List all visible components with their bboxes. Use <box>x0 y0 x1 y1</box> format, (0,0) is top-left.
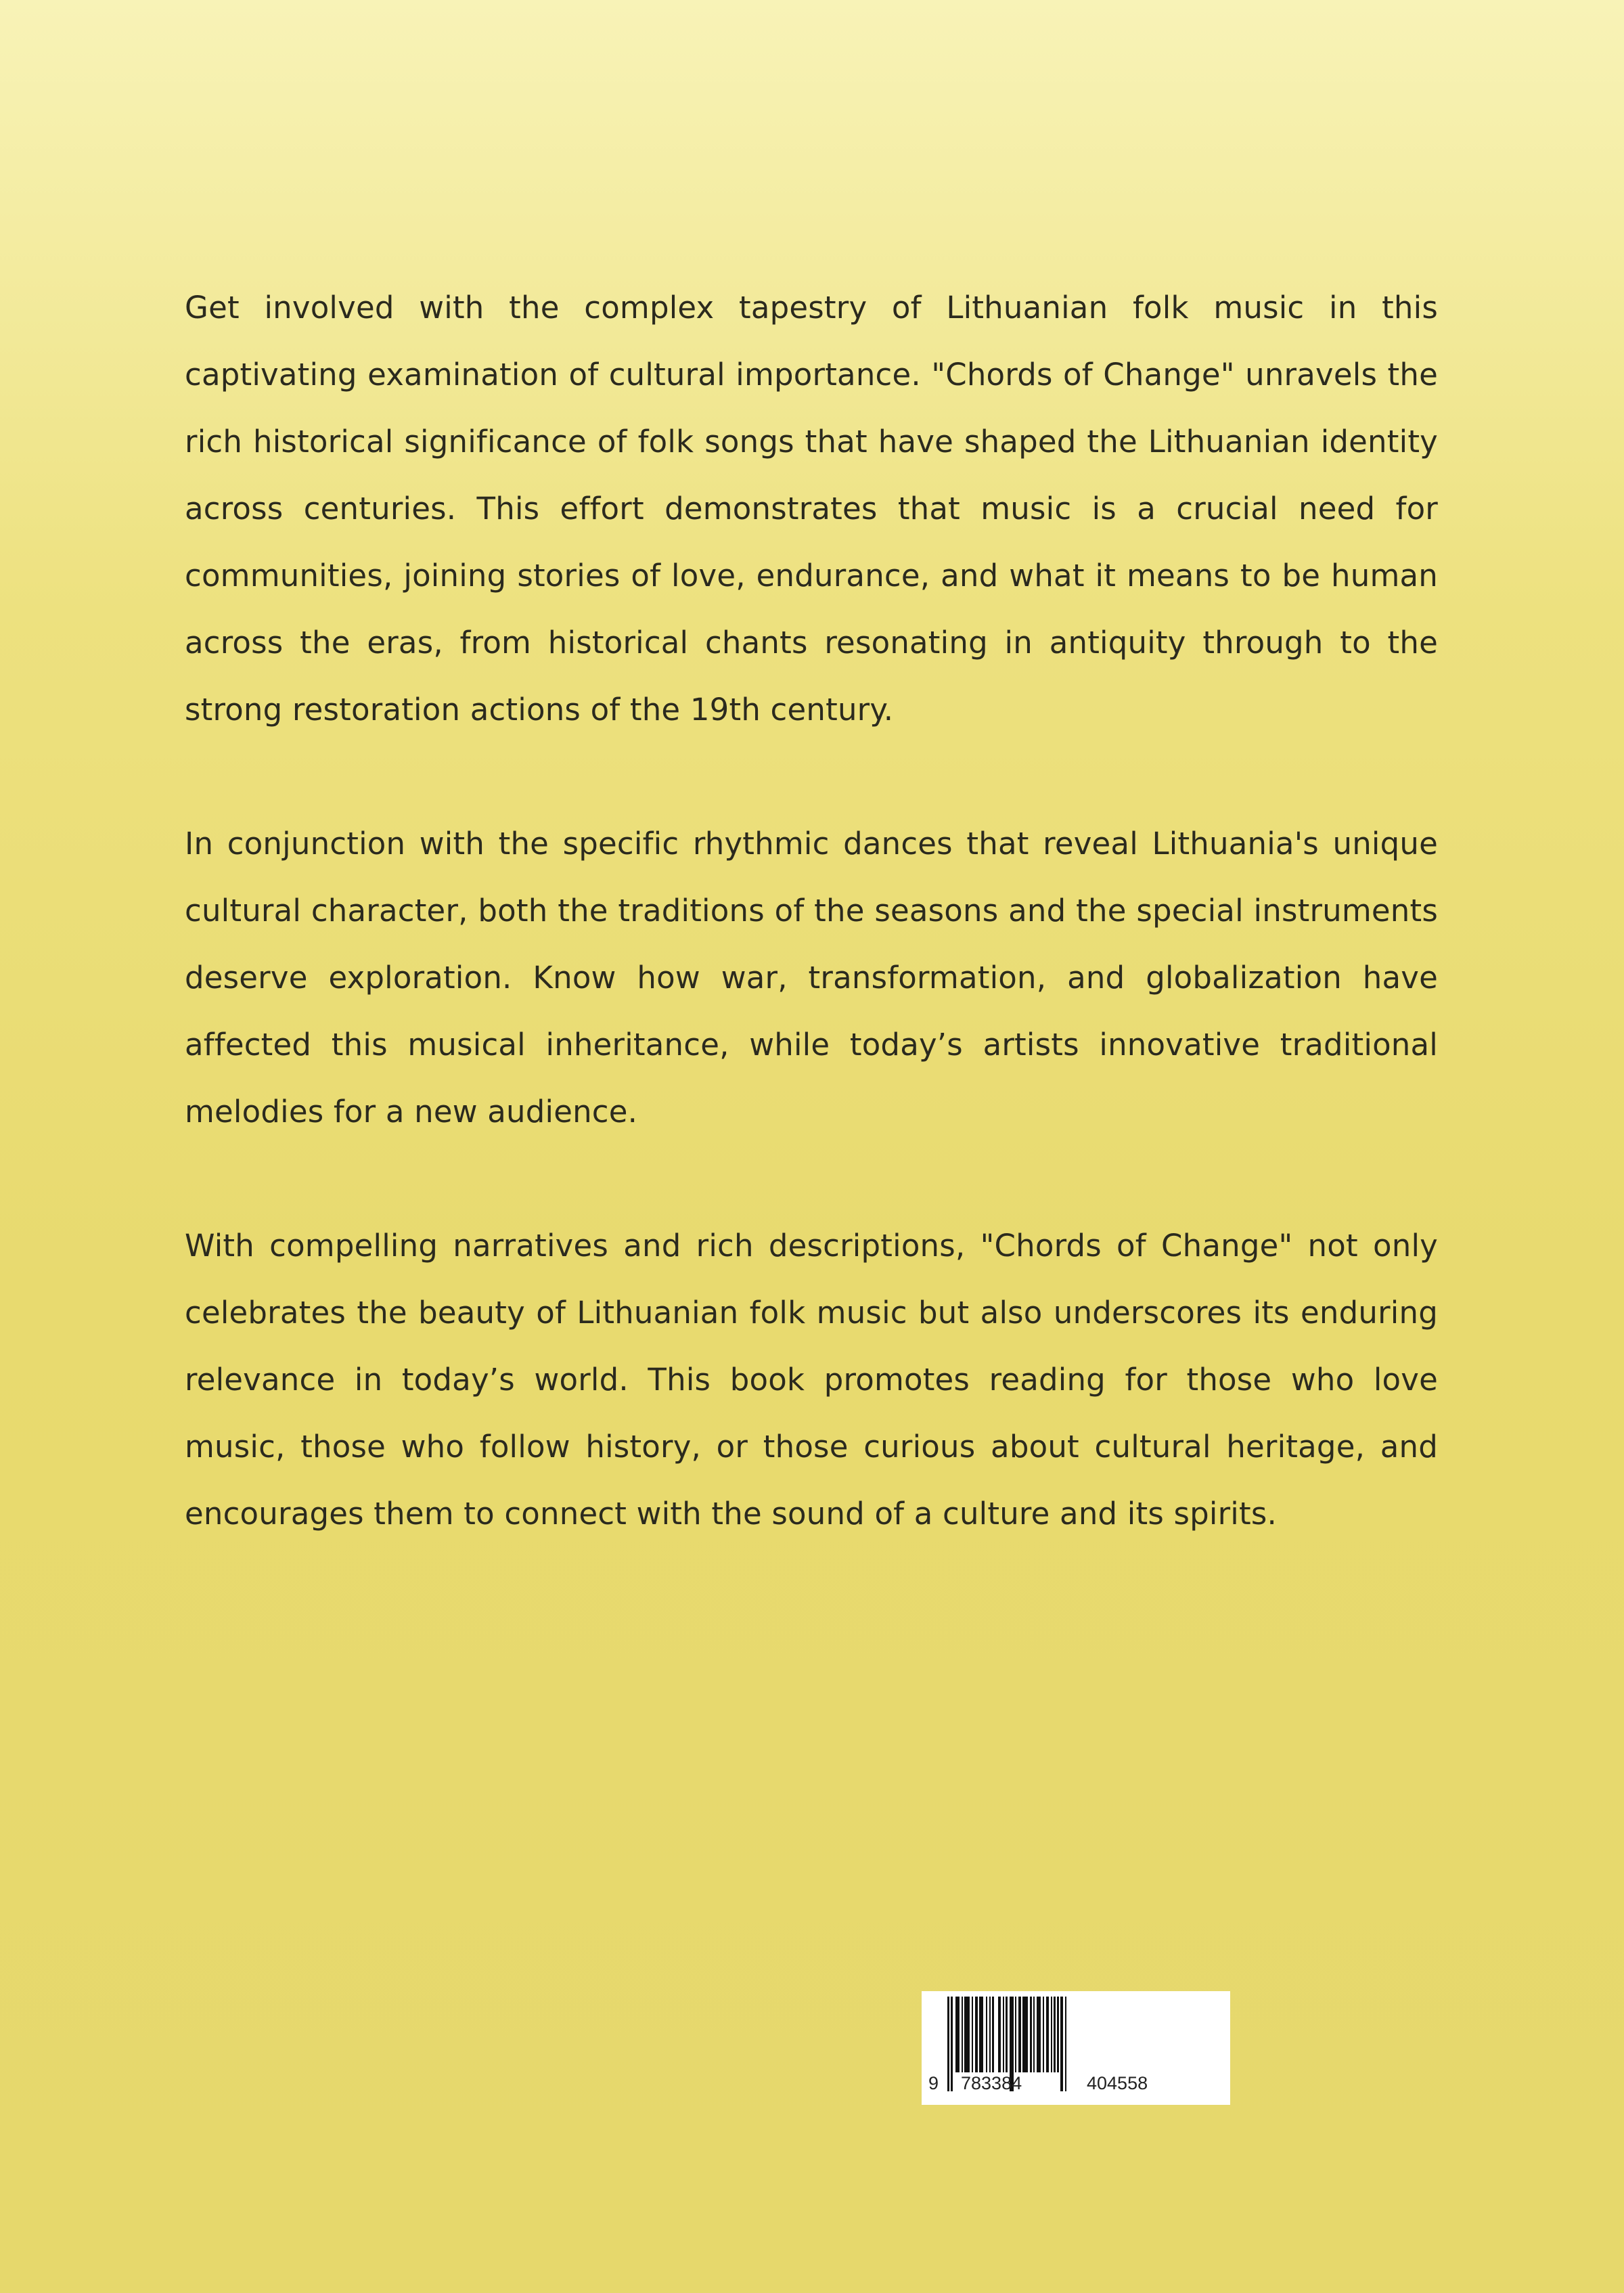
barcode-bar <box>964 1997 970 2072</box>
barcode-bar <box>972 1997 973 2072</box>
barcode-bar <box>998 1997 1001 2072</box>
barcode-bar <box>951 1997 953 2091</box>
barcode-bar <box>986 1997 987 2072</box>
barcode-graphic <box>922 1991 1230 2105</box>
barcode-bar <box>947 1997 949 2091</box>
barcode-bar <box>1060 1997 1063 2091</box>
barcode-left-digits: 783384 <box>961 2073 1022 2093</box>
barcode-bar <box>1046 1997 1049 2072</box>
barcode-bar <box>1015 1997 1016 2072</box>
barcode-bar <box>1022 1997 1028 2072</box>
blurb-paragraph-2: In conjunction with the specific rhythmic dances that reveal Lithuania's unique cultural character, both the traditions of the seasons and the special instruments deserve exploration. Know how war, transformation, and globalization have affected this musical inheritance, while today’s artists innovative traditional melodies for a new audience. <box>185 826 1438 1130</box>
barcode-bar <box>1030 1997 1032 2072</box>
barcode-bar <box>955 1997 960 2072</box>
barcode-bar <box>1003 1997 1004 2072</box>
barcode-bar <box>1054 1997 1056 2072</box>
isbn-barcode <box>922 1991 1230 2105</box>
barcode-bar <box>1057 1997 1059 2072</box>
blurb-paragraph-3: With compelling narratives and rich descriptions, "Chords of Change" not only celebrates the beauty of Lithuanian folk music but also underscores its enduring relevance in today’s world. This book promotes reading for those who love music, those who follow history, or those curious about cultural heritage, and encourages them to connect with the sound of a culture and its spirits. <box>185 1228 1438 1532</box>
barcode-bar <box>1006 1997 1008 2072</box>
barcode-bar <box>1033 1997 1035 2072</box>
barcode-bar <box>992 1997 994 2072</box>
barcode-bar <box>1037 1997 1041 2072</box>
barcode-bar <box>979 1997 983 2072</box>
barcode-bar <box>989 1997 991 2072</box>
barcode-bar <box>1018 1997 1021 2072</box>
barcode-lead-digit: 9 <box>928 2073 939 2093</box>
barcode-bar <box>1043 1997 1044 2072</box>
barcode-right-digits: 404558 <box>1087 2073 1148 2093</box>
blurb <box>185 274 1438 1614</box>
barcode-bar <box>1051 1997 1052 2072</box>
blurb-paragraph-1: Get involved with the complex tapestry of Lithuanian folk music in this captivating examination of cultural importance. "Chords of Change" unravels the rich historical significance of folk songs that have shaped the Lithuanian identity across centuries. This effort demonstrates that music is a crucial need for communities, joining stories of love, endurance, and what it means to be human across the eras, from historical chants resonating in antiquity through to the strong restoration actions of the 19th century. <box>185 290 1438 728</box>
barcode-bar <box>1065 1997 1066 2091</box>
barcode-bar <box>975 1997 978 2072</box>
barcode-bar <box>962 1997 963 2072</box>
